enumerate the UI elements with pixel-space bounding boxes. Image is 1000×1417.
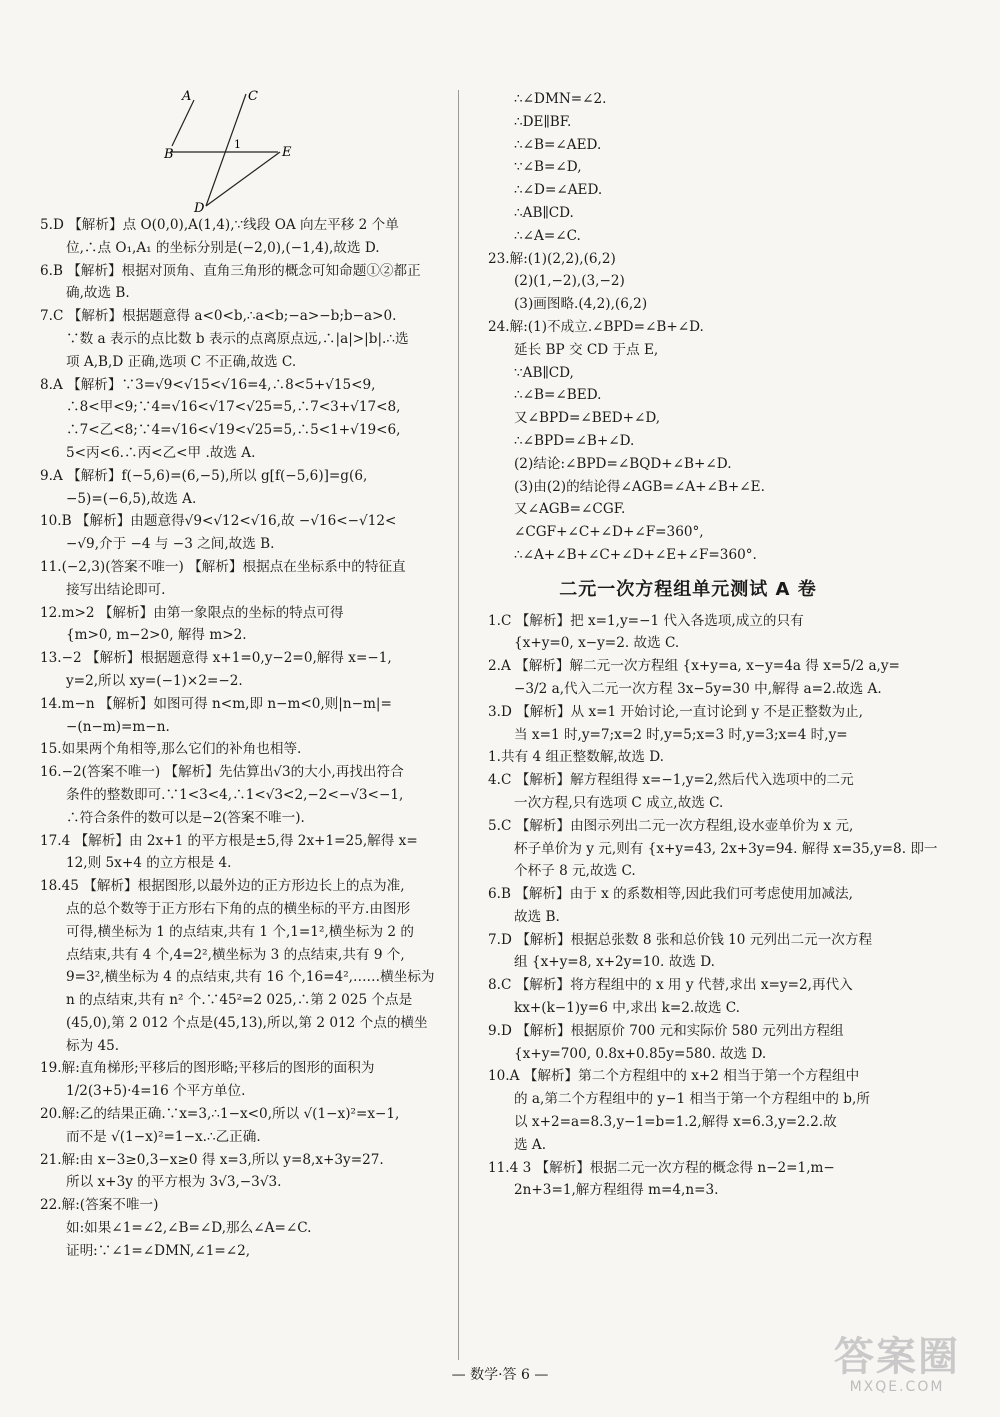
answer-line: 而不是 √(1−x)²=1−x.∴乙正确. bbox=[66, 1128, 261, 1145]
answer-line: 位,∴点 O₁,A₁ 的坐标分别是(−2,0),(−1,4),故选 D. bbox=[66, 239, 380, 256]
answer-line: −5)=(−6,5),故选 A. bbox=[66, 490, 197, 507]
answer-line: 20.解:乙的结果正确.∵x=3,∴1−x<0,所以 √(1−x)²=x−1, bbox=[40, 1106, 400, 1123]
answer-line: ∴DE∥BF. bbox=[514, 113, 572, 130]
answer-line: −(n−m)=m−n. bbox=[66, 718, 170, 735]
answer-line: ∵AB∥CD, bbox=[514, 364, 574, 381]
answer-line: 17.4 【解析】由 2x+1 的平方根是±5,得 2x+1=25,解得 x= bbox=[40, 832, 418, 849]
answer-line: (45,0),第 2 012 个点是(45,13),所以,第 2 012 个点的横坐 bbox=[66, 1014, 428, 1031]
figure-svg bbox=[40, 88, 440, 214]
answer-line: 8.A 【解析】∵3=√9<√15<√16=4,∴8<5+√15<9, bbox=[40, 376, 376, 393]
column-divider bbox=[458, 90, 459, 1360]
answer-line: ∴AB∥CD. bbox=[514, 204, 574, 221]
answer-line: 标为 45. bbox=[66, 1037, 120, 1054]
answer-line: −3/2 a,代入二元一次方程 3x−5y=30 中,解得 a=2.故选 A. bbox=[514, 680, 882, 697]
answer-line: 当 x=1 时,y=7;x=2 时,y=5;x=3 时,y=3;x=4 时,y= bbox=[514, 726, 848, 743]
answer-line: {m>0, m−2>0, 解得 m>2. bbox=[66, 627, 247, 644]
answer-line: 所以 x+3y 的平方根为 3√3,−3√3. bbox=[66, 1174, 282, 1191]
answer-line: ∵数 a 表示的点比数 b 表示的点离原点远,∴|a|>|b|.∴选 bbox=[66, 330, 409, 347]
answer-line: 7.C 【解析】根据题意得 a<0<b,∴a<b;−a>−b;b−a>0. bbox=[40, 308, 397, 325]
answer-line: 10.B 【解析】由题意得√9<√12<√16,故 −√16<−√12< bbox=[40, 513, 397, 530]
answer-line: ∴∠B=∠AED. bbox=[514, 136, 602, 153]
answer-line: ∴∠DMN=∠2. bbox=[514, 91, 607, 107]
answer-line: 1/2(3+5)·4=16 个平方单位. bbox=[66, 1083, 246, 1100]
answer-line: 2n+3=1,解方程组得 m=4,n=3. bbox=[514, 1182, 719, 1199]
right-answer-text-top bbox=[488, 88, 888, 567]
answer-line: 可得,横坐标为 1 的点结束,共有 1 个,1=1²,横坐标为 2 的 bbox=[66, 923, 414, 940]
answer-line: ∠CGF+∠C+∠D+∠F=360°, bbox=[514, 524, 704, 541]
answer-line: 1.C 【解析】把 x=1,y=−1 代入各选项,成立的只有 bbox=[488, 612, 804, 629]
section-title: 二元一次方程组单元测试 A 卷 bbox=[559, 578, 817, 600]
answer-line: 又∠BPD=∠BED+∠D, bbox=[514, 410, 661, 427]
answer-line: 5<丙<6.∴丙<乙<甲 .故选 A. bbox=[66, 444, 256, 461]
answer-line: 项 A,B,D 正确,选项 C 不正确,故选 C. bbox=[66, 353, 297, 370]
answer-line: 3.D 【解析】从 x=1 开始讨论,一直讨论到 y 不是正整数为止, bbox=[488, 703, 863, 720]
answer-line: −√9,介于 −4 与 −3 之间,故选 B. bbox=[66, 536, 275, 553]
answer-line: 5.D 【解析】点 O(0,0),A(1,4),∵线段 OA 向左平移 2 个单 bbox=[40, 217, 399, 233]
answer-line: ∴∠B=∠BED. bbox=[514, 387, 602, 404]
answer-line: 11.4 3 【解析】根据二元一次方程的概念得 n−2=1,m− bbox=[488, 1159, 835, 1176]
answer-line: 1.共有 4 组正整数解,故选 D. bbox=[488, 749, 664, 766]
page-footer: — 数学·答 6 — bbox=[451, 1367, 549, 1383]
answer-line: 19.解:直角梯形;平移后的图形略;平移后的图形的面积为 bbox=[40, 1060, 375, 1077]
answer-line: 选 A. bbox=[514, 1136, 547, 1153]
answer-line: n 的点结束,共有 n² 个.∵45²=2 025,∴第 2 025 个点是 bbox=[66, 992, 413, 1009]
answer-line: 6.B 【解析】由于 x 的系数相等,因此我们可考虑使用加减法, bbox=[488, 886, 853, 903]
label-c: C bbox=[248, 89, 258, 104]
answer-line: 条件的整数即可.∵1<3<4,∴1<√3<2,−2<−√3<−1, bbox=[66, 786, 404, 803]
answer-line: {x+y=700, 0.8x+0.85y=580. 故选 D. bbox=[514, 1045, 767, 1062]
answer-line: 7.D 【解析】根据总张数 8 张和总价钱 10 元列出二元一次方程 bbox=[488, 931, 873, 948]
answer-line: 证明:∵∠1=∠DMN,∠1=∠2, bbox=[66, 1242, 251, 1259]
answer-line: ∴∠D=∠AED. bbox=[514, 182, 603, 199]
answer-line: ∴8<甲<9;∵4=√16<√17<√25=5,∴7<3+√17<8, bbox=[66, 399, 401, 416]
answer-line: {x+y=0, x−y=2. 故选 C. bbox=[514, 635, 680, 652]
site-watermark bbox=[812, 1335, 982, 1405]
answer-line: 11.(−2,3)(答案不唯一) 【解析】根据点在坐标系中的特征直 bbox=[40, 558, 406, 575]
label-d: D bbox=[194, 201, 205, 216]
answer-line: (2)结论:∠BPD=∠BQD+∠B+∠D. bbox=[514, 455, 732, 472]
label-b: B bbox=[164, 147, 174, 162]
left-answer-text bbox=[40, 214, 440, 1263]
answer-line: 以 x+2=a=8.3,y−1=b=1.2,解得 x=6.3,y=2.2.故 bbox=[514, 1114, 837, 1131]
answer-line: 10.A 【解析】第二个方程组中的 x+2 相当于第一个方程组中 bbox=[488, 1068, 860, 1085]
answer-line: 接写出结论即可. bbox=[66, 581, 166, 598]
answer-line: ∴∠BPD=∠B+∠D. bbox=[514, 432, 635, 449]
answer-line: 的 a,第二个方程组中的 y−1 相当于第一个方程组中的 b,所 bbox=[514, 1091, 870, 1108]
answer-line: 点结束,共有 4 个,4=2²,横坐标为 3 的点结束,共有 9 个, bbox=[66, 946, 405, 963]
answer-line: 9=3²,横坐标为 4 的点结束,共有 16 个,16=4²,……横坐标为 bbox=[66, 969, 435, 986]
answer-line: 延长 BP 交 CD 于点 E, bbox=[514, 341, 659, 358]
answer-line: ∵∠B=∠D, bbox=[514, 159, 582, 176]
answer-line: 9.D 【解析】根据原价 700 元和实际价 580 元列出方程组 bbox=[488, 1022, 844, 1039]
answer-line: 18.45 【解析】根据图形,以最外边的正方形边长上的点为准, bbox=[40, 878, 405, 895]
answer-line: 24.解:(1)不成立.∠BPD=∠B+∠D. bbox=[488, 318, 704, 335]
answer-line: 8.C 【解析】将方程组中的 x 用 y 代替,求出 x=y=2,再代入 bbox=[488, 977, 853, 994]
answer-line: ∴7<乙<8;∵4=√16<√19<√25=5,∴5<1+√19<6, bbox=[66, 422, 401, 439]
answer-line: 22.解:(答案不唯一) bbox=[40, 1197, 159, 1214]
answer-line: ∴符合条件的数可以是−2(答案不唯一). bbox=[66, 809, 305, 826]
answer-line: 如:如果∠1=∠2,∠B=∠D,那么∠A=∠C. bbox=[66, 1220, 312, 1237]
label-e: E bbox=[282, 145, 292, 160]
answer-line: 9.A 【解析】f(−5,6)=(6,−5),所以 g[f(−5,6)]=g(6, bbox=[40, 467, 368, 484]
answer-line: 13.−2 【解析】根据题意得 x+1=0,y−2=0,解得 x=−1, bbox=[40, 650, 392, 667]
answer-line: kx+(k−1)y=6 中,求出 k=2.故选 C. bbox=[514, 1000, 740, 1017]
answer-line: 21.解:由 x−3≥0,3−x≥0 得 x=3,所以 y=8,x+3y=27. bbox=[40, 1151, 384, 1168]
answer-line: 故选 B. bbox=[514, 908, 560, 925]
left-column bbox=[40, 88, 440, 1263]
answer-line: 杯子单价为 y 元,则有 {x+y=43, 2x+3y=94. 解得 x=35,y=8. 即一 bbox=[514, 840, 938, 857]
answer-line: 15.如果两个角相等,那么它们的补角也相等. bbox=[40, 741, 302, 758]
answer-line: 12.m>2 【解析】由第一象限点的坐标的特点可得 bbox=[40, 604, 344, 621]
answer-line: 2.A 【解析】解二元一次方程组 {x+y=a, x−y=4a 得 x=5/2 a,y= bbox=[488, 658, 900, 675]
answer-line: (3)画图略.(4,2),(6,2) bbox=[514, 296, 648, 313]
answer-line: 点的总个数等于正方形右下角的点的横坐标的平方.由图形 bbox=[66, 900, 411, 917]
answer-line: 16.−2(答案不唯一) 【解析】先估算出√3的大小,再找出符合 bbox=[40, 764, 404, 781]
answer-line: (2)(1,−2),(3,−2) bbox=[514, 273, 625, 290]
answer-line: 5.C 【解析】由图示列出二元一次方程组,设水壶单价为 x 元, bbox=[488, 817, 854, 834]
answer-line: 一次方程,只有选项 C 成立,故选 C. bbox=[514, 794, 724, 811]
answer-line: ∴∠A+∠B+∠C+∠D+∠E+∠F=360°. bbox=[514, 546, 757, 563]
right-column bbox=[488, 88, 938, 1202]
right-answer-text-bottom bbox=[488, 610, 938, 1203]
answer-line: 确,故选 B. bbox=[66, 285, 130, 302]
answer-line: 14.m−n 【解析】如图可得 n<m,即 n−m<0,则|n−m|= bbox=[40, 695, 392, 712]
answer-line: (3)由(2)的结论得∠AGB=∠A+∠B+∠E. bbox=[514, 478, 765, 495]
watermark-url: MXQE.COM bbox=[849, 1379, 945, 1395]
answer-line: y=2,所以 xy=(−1)×2=−2. bbox=[66, 672, 243, 689]
answer-line: 又∠AGB=∠CGF. bbox=[514, 501, 626, 518]
answer-line: ∴∠A=∠C. bbox=[514, 227, 581, 244]
answer-line: 12,则 5x+4 的立方根是 4. bbox=[66, 855, 232, 872]
answer-line: 4.C 【解析】解方程组得 x=−1,y=2,然后代入选项中的二元 bbox=[488, 772, 854, 789]
label-angle-1: 1 bbox=[234, 138, 241, 151]
answer-line: 6.B 【解析】根据对顶角、直角三角形的概念可知命题①②都正 bbox=[40, 262, 421, 279]
label-a: A bbox=[182, 89, 192, 104]
answer-line: 个杯子 8 元,故选 C. bbox=[514, 863, 636, 880]
watermark-logo-text: 答案圈 bbox=[834, 1334, 960, 1380]
geometry-figure bbox=[40, 88, 440, 214]
answer-line: 组 {x+y=8, x+2y=10. 故选 D. bbox=[514, 954, 715, 971]
answer-line: 23.解:(1)(2,2),(6,2) bbox=[488, 250, 616, 267]
